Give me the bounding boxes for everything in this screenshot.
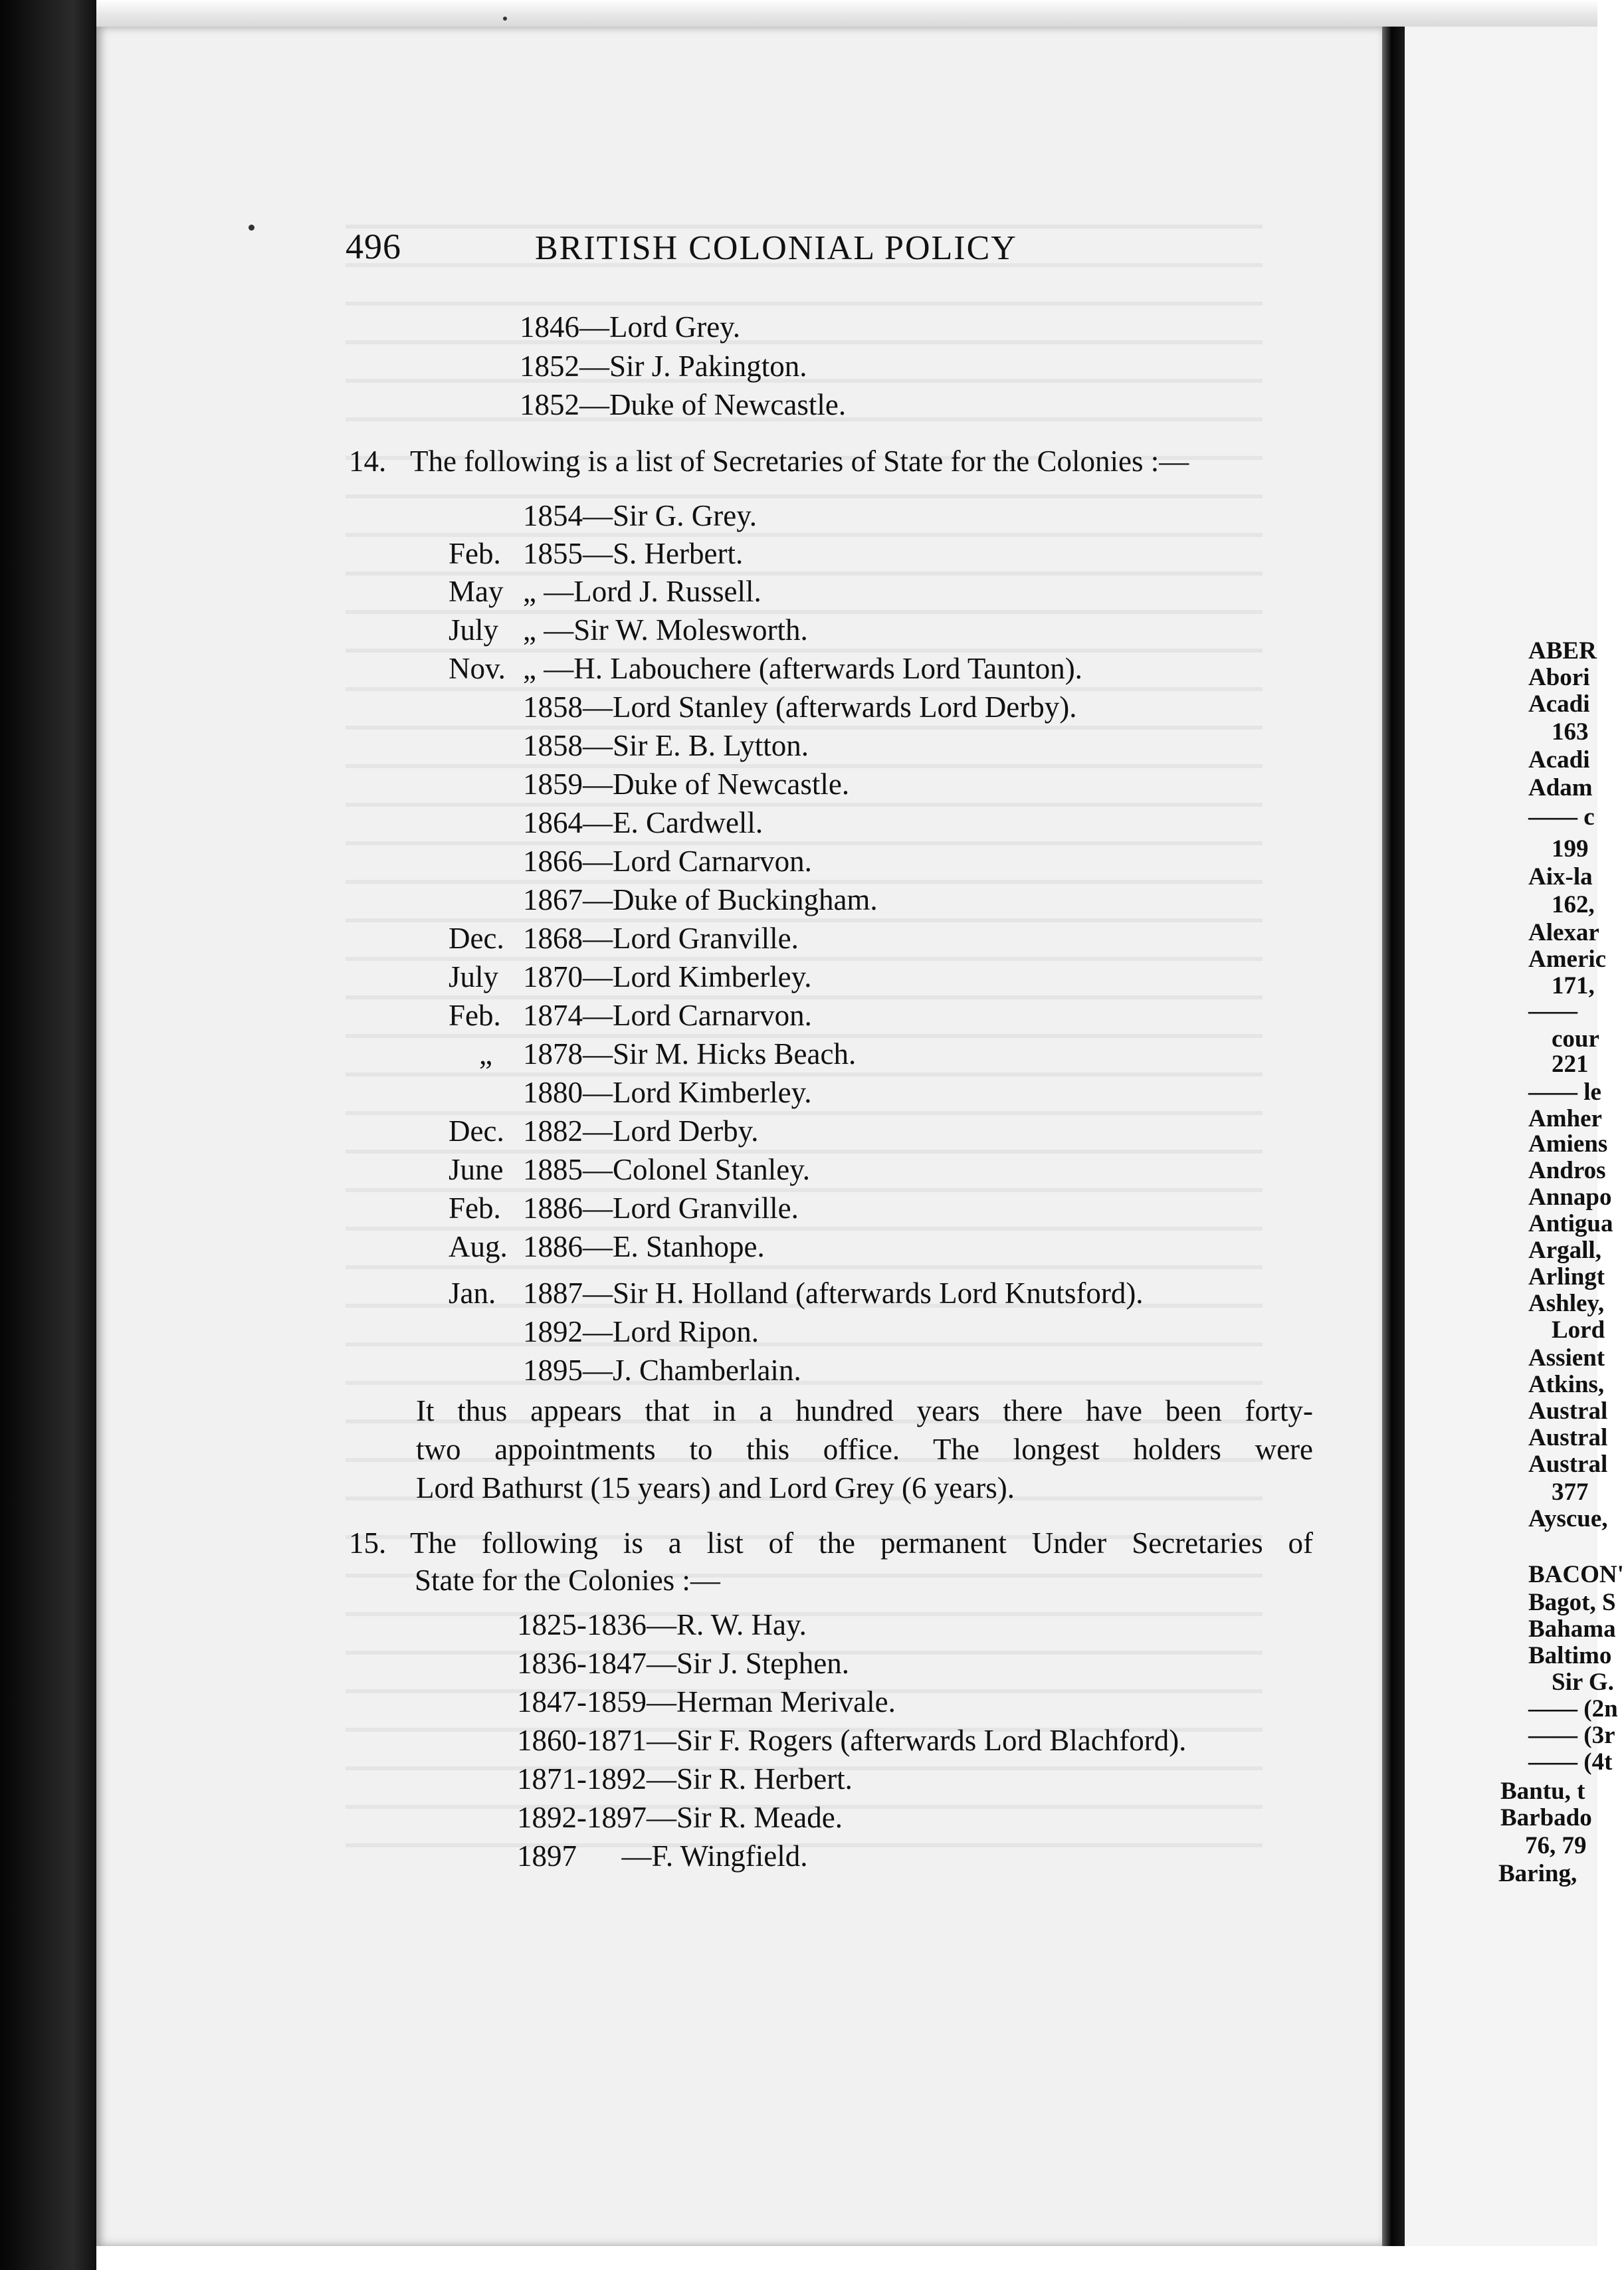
list-item: May „ —Lord J. Russell. (449, 575, 761, 608)
paragraph-text: The following is a list of Secretaries of State for the Colonies :— (410, 445, 1189, 478)
list-item: 1867—Duke of Buckingham. (523, 883, 878, 916)
book-binding-edge (0, 0, 100, 2270)
list-item: Aug. 1886—E. Stanhope. (449, 1230, 765, 1263)
index-fragment: Adam (1528, 774, 1593, 801)
list-item: 1825-1836—R. W. Hay. (517, 1608, 807, 1641)
index-fragment: Austral (1528, 1397, 1608, 1425)
index-fragment: Amiens (1528, 1130, 1608, 1158)
index-fragment: Atkins, (1528, 1371, 1605, 1398)
index-fragment: Acadi (1528, 690, 1590, 718)
list-item: Dec. 1868—Lord Granville. (449, 922, 799, 955)
list-item: 1854—Sir G. Grey. (523, 499, 758, 532)
index-fragment: 171, (1552, 972, 1595, 999)
list-item: 1852—Duke of Newcastle. (520, 388, 847, 421)
index-fragment: Lord (1552, 1316, 1605, 1344)
index-fragment: Sir G. (1552, 1669, 1614, 1696)
list-item: 1858—Lord Stanley (afterwards Lord Derby). (523, 690, 1077, 724)
index-fragment: BACON' (1528, 1561, 1624, 1588)
list-item: 1860-1871—Sir F. Rogers (afterwards Lord Blachford). (517, 1724, 1187, 1757)
index-fragment: —— c (1528, 803, 1595, 831)
summary-line: It thus appears that in a hundred years there have been forty- (416, 1394, 1313, 1427)
list-item: 1895—J. Chamberlain. (523, 1354, 801, 1387)
list-item: „ 1878—Sir M. Hicks Beach. (479, 1037, 857, 1071)
ink-speck (249, 225, 254, 231)
index-fragment: Bagot, S (1528, 1589, 1616, 1616)
index-fragment: Barbado (1500, 1804, 1592, 1831)
list-item: Feb. 1874—Lord Carnarvon. (449, 999, 812, 1032)
index-fragment: Bantu, t (1500, 1778, 1585, 1805)
list-item: 1892-1897—Sir R. Meade. (517, 1801, 843, 1834)
index-fragment: ABER (1528, 637, 1597, 665)
list-item: 1871-1892—Sir R. Herbert. (517, 1762, 853, 1796)
index-fragment: Baltimo (1528, 1642, 1612, 1669)
list-item: 1847-1859—Herman Merivale. (517, 1685, 896, 1718)
list-item: 1852—Sir J. Pakington. (520, 350, 807, 383)
index-fragment: Argall, (1528, 1237, 1601, 1264)
index-fragment: Alexar (1528, 919, 1599, 946)
ink-speck (503, 17, 507, 21)
list-item: 1846—Lord Grey. (520, 310, 741, 344)
list-item: 1858—Sir E. B. Lytton. (523, 729, 809, 762)
summary-line: two appointments to this office. The longest holders were (416, 1433, 1313, 1466)
index-fragment: Aix-la (1528, 863, 1593, 890)
index-fragment: 162, (1552, 891, 1595, 918)
list-item: 1866—Lord Carnarvon. (523, 845, 812, 878)
paragraph-text: The following is a list of the permanent Under Secretaries of (410, 1526, 1313, 1560)
index-fragment: 163 (1552, 718, 1589, 746)
paragraph-number: 15. (349, 1526, 387, 1560)
index-fragment: Austral (1528, 1424, 1608, 1451)
bottom-margin (96, 2246, 1597, 2270)
list-item: Nov. „ —H. Labouchere (afterwards Lord Taunton). (449, 652, 1082, 685)
index-fragment: 221 (1552, 1051, 1589, 1078)
index-fragment: —— (4t (1528, 1748, 1613, 1776)
index-fragment: Ayscue, (1528, 1505, 1608, 1532)
page-number: 496 (346, 227, 401, 266)
page-gutter (1382, 27, 1405, 2246)
list-item: 1897 —F. Wingfield. (517, 1839, 808, 1873)
running-head: BRITISH COLONIAL POLICY (535, 229, 1017, 267)
index-fragment: —— (1528, 997, 1577, 1025)
list-item: June 1885—Colonel Stanley. (449, 1153, 811, 1186)
list-item: 1864—E. Cardwell. (523, 806, 763, 839)
index-fragment: Americ (1528, 946, 1607, 973)
paragraph-number: 14. (349, 445, 387, 478)
list-item: Feb. 1886—Lord Granville. (449, 1191, 799, 1225)
index-fragment: Annapo (1528, 1184, 1612, 1211)
list-item: 1892—Lord Ripon. (523, 1315, 759, 1348)
index-fragment: —— le (1528, 1079, 1601, 1106)
index-fragment: Bahama (1528, 1615, 1616, 1643)
index-fragment: Arlingt (1528, 1263, 1605, 1290)
list-item: 1880—Lord Kimberley. (523, 1076, 812, 1109)
index-fragment: Baring, (1498, 1860, 1577, 1887)
index-fragment: Amher (1528, 1105, 1602, 1132)
index-fragment: Assient (1528, 1344, 1605, 1372)
list-item: 1859—Duke of Newcastle. (523, 768, 850, 801)
index-fragment: —— (3r (1528, 1722, 1615, 1749)
index-fragment: Andros (1528, 1157, 1606, 1184)
index-fragment: Acadi (1528, 746, 1590, 774)
list-item: Dec. 1882—Lord Derby. (449, 1114, 759, 1148)
index-fragment: Antigua (1528, 1210, 1613, 1237)
index-fragment: 76, 79 (1525, 1832, 1587, 1859)
list-item: July „ —Sir W. Molesworth. (449, 613, 808, 647)
list-item: July 1870—Lord Kimberley. (449, 960, 812, 993)
list-item: Jan. 1887—Sir H. Holland (afterwards Lord Knutsford). (449, 1277, 1144, 1310)
index-fragment: Abori (1528, 664, 1590, 691)
top-page-shadow (96, 0, 1597, 28)
summary-line: Lord Bathurst (15 years) and Lord Grey (6 years). (416, 1471, 1015, 1504)
paragraph-text: State for the Colonies :— (415, 1564, 720, 1597)
list-item: Feb. 1855—S. Herbert. (449, 537, 744, 570)
index-fragment: Ashley, (1528, 1290, 1605, 1317)
index-fragment: 199 (1552, 835, 1589, 863)
list-item: 1836-1847—Sir J. Stephen. (517, 1647, 849, 1680)
index-fragment: —— (2n (1528, 1695, 1618, 1722)
index-fragment: Austral (1528, 1451, 1608, 1478)
index-fragment: 377 (1552, 1479, 1589, 1506)
index-fragment: cour (1552, 1025, 1599, 1053)
page-header (346, 226, 1143, 272)
